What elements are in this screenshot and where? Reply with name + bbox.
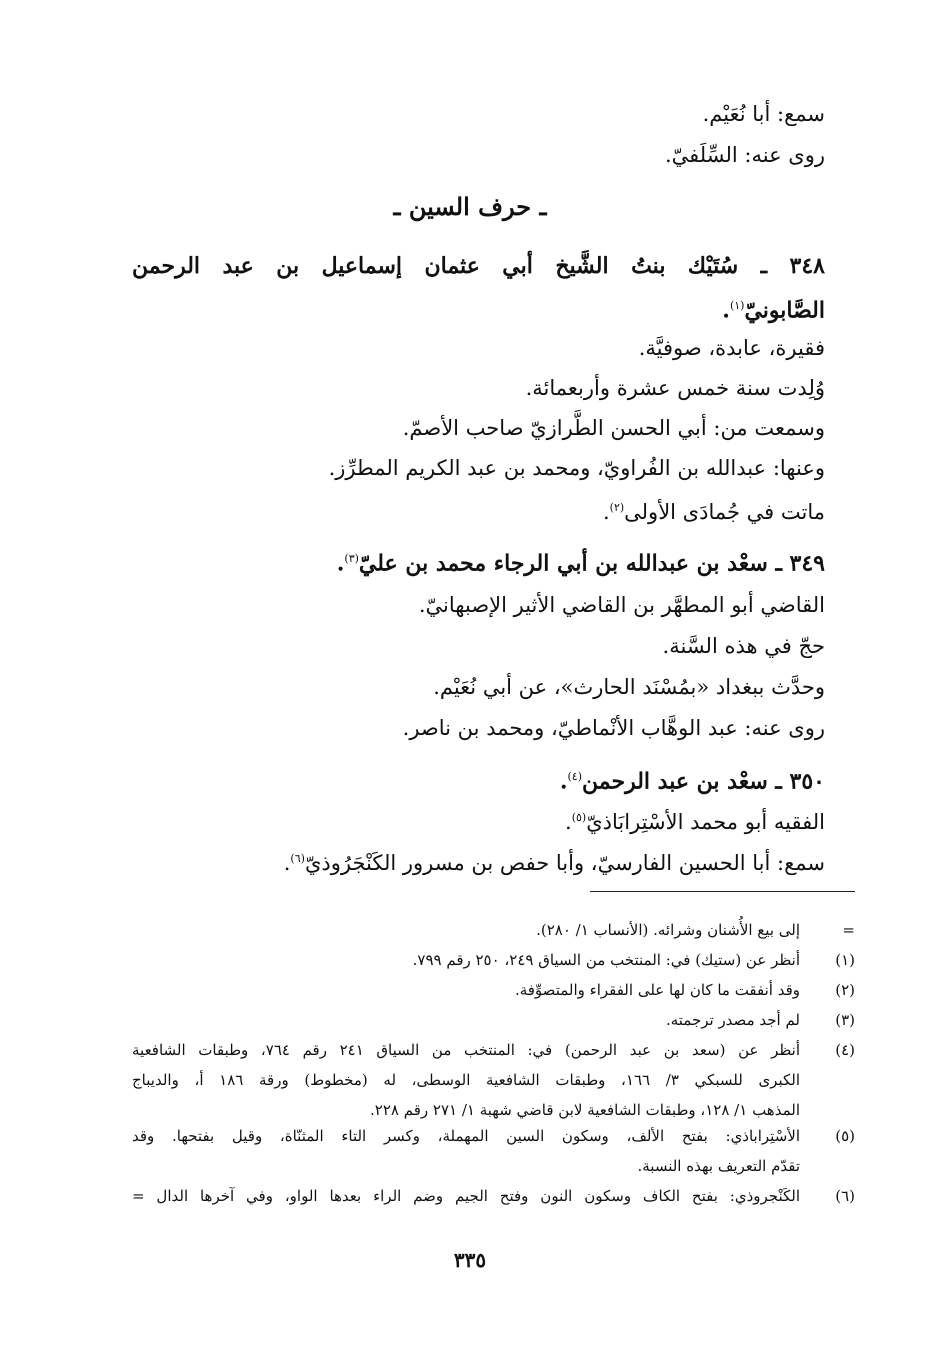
- entry-348-name: الصَّابونيّ: [744, 297, 825, 324]
- text-span: الفقيه أبو محمد الأسْتِرابَاذيّ: [586, 810, 825, 834]
- footnote-ref: (٢): [609, 501, 625, 514]
- footnote-marker: (٢): [835, 981, 855, 999]
- text-line: [284, 845, 825, 877]
- text-line: [603, 494, 825, 526]
- page-number: ٣٣٥: [453, 1248, 487, 1272]
- footnote-text: أنظر عن (سعد بن عبد الرحمن) في: المنتخب من السياق ٢٤١ رقم ٧٦٤، وطبقات الشافعية: [132, 1041, 801, 1059]
- text-line: فقيرة، عابدة، صوفيَّة.: [638, 336, 825, 360]
- footnote-ref: (٥): [571, 811, 587, 824]
- text-line: وسمعت من: أبي الحسن الطَّرازيّ صاحب الأصمّ.: [402, 416, 825, 440]
- text-line: القاضي أبو المطهَّر بن القاضي الأثير الإصبهانيّ.: [418, 593, 825, 617]
- text-line: وُلِدت سنة خمس عشرة وأربعمائة.: [525, 376, 825, 400]
- footnote-separator: [590, 891, 855, 892]
- entry-349-name: ٣٤٩ ـ سعْد بن عبدالله بن أبي الرجاء محمد بن عليّ: [358, 550, 825, 577]
- footnote-marker: (٤): [835, 1041, 855, 1059]
- entry-348-heading-cont: [722, 292, 825, 324]
- footnote-marker: (٦): [835, 1187, 855, 1205]
- footnote-marker: (١): [835, 951, 855, 969]
- text-line: حجّ في هذه السَّنة.: [662, 634, 825, 658]
- text-line: روى عنه: عبد الوهَّاب الأنْماطيّ، ومحمد بن ناصر.: [402, 716, 825, 740]
- entry-350-name: ٣٥٠ ـ سعْد بن عبد الرحمن: [582, 768, 825, 795]
- period: .: [559, 768, 568, 795]
- footnote-ref: (١): [729, 299, 745, 312]
- footnote-text: المذهب ١/ ١٢٨، وطبقات الشافعية لابن قاضي شهبة ١/ ٢٧١ رقم ٢٢٨.: [370, 1101, 800, 1119]
- footnote-text: تقدّم التعريف بهذه النسبة.: [637, 1157, 800, 1175]
- footnote-ref: (٦): [290, 852, 305, 865]
- footnote-marker: (٣): [835, 1011, 855, 1029]
- footnote-text: الكَنْجروذي: بفتح الكاف وسكون النون وفتح الجيم وضم الراء بعدها الواو، وفي آخرها الدال =: [132, 1187, 800, 1205]
- footnote-marker: (٥): [835, 1127, 855, 1145]
- footnote-ref: (٤): [567, 770, 582, 783]
- text-line: وعنها: عبدالله بن الفُراويّ، ومحمد بن عبد الكريم المطرِّز.: [328, 456, 825, 480]
- footnote-text: لم أجد مصدر ترجمته.: [665, 1011, 800, 1029]
- footnote-ref: (٣): [344, 552, 359, 565]
- section-heading: ـ حرف السين ـ: [393, 192, 547, 221]
- text-span: ماتت في جُمادَى الأولى: [624, 500, 825, 524]
- period: .: [336, 550, 345, 577]
- entry-350-heading: [560, 763, 825, 795]
- period: .: [283, 851, 291, 875]
- period: .: [602, 500, 610, 524]
- period: .: [565, 810, 572, 834]
- entry-348-heading: ٣٤٨ ـ سُتَيْك بنتُ الشَّيخ أبي عثمان إسماعيل بن عبد الرحمن: [132, 253, 825, 279]
- text-line: روى عنه: السِّلَفيّ.: [665, 143, 825, 167]
- entry-349-heading: [337, 545, 825, 577]
- footnote-text: أنظر عن (ستيك) في: المنتخب من السياق ٢٤٩، ٢٥٠ رقم ٧٩٩.: [412, 951, 800, 969]
- footnote-text: الكبرى للسبكي ٣/ ١٦٦، وطبقات الشافعية الوسطى، له (مخطوط) ورقة ١٨٦ أ، والديباج: [132, 1071, 801, 1089]
- footnote-text: وقد أنفقت ما كان لها على الفقراء والمتصوِّفة.: [514, 981, 800, 999]
- period: .: [722, 297, 730, 324]
- text-line: سمع: أبا نُعَيْم.: [702, 102, 825, 126]
- text-span: سمع: أبا الحسين الفارسيّ، وأبا حفص بن مسرور الكَنْجَرُوذيّ: [304, 851, 825, 875]
- footnote-text: الأسْتِراباذي: بفتح الألف، وسكون السين المهملة، وكسر التاء المثنّاة، وقيل بفتحها. وقد: [132, 1127, 800, 1145]
- text-line: [565, 804, 825, 836]
- footnote-marker: =: [842, 921, 855, 939]
- text-line: وحدَّث ببغداد «بمُسْنَد الحارث»، عن أبي نُعَيْم.: [433, 675, 825, 699]
- footnote-text: إلى بيع الأُشنان وشرائه. (الأنساب ١/ ٢٨٠).: [536, 921, 800, 939]
